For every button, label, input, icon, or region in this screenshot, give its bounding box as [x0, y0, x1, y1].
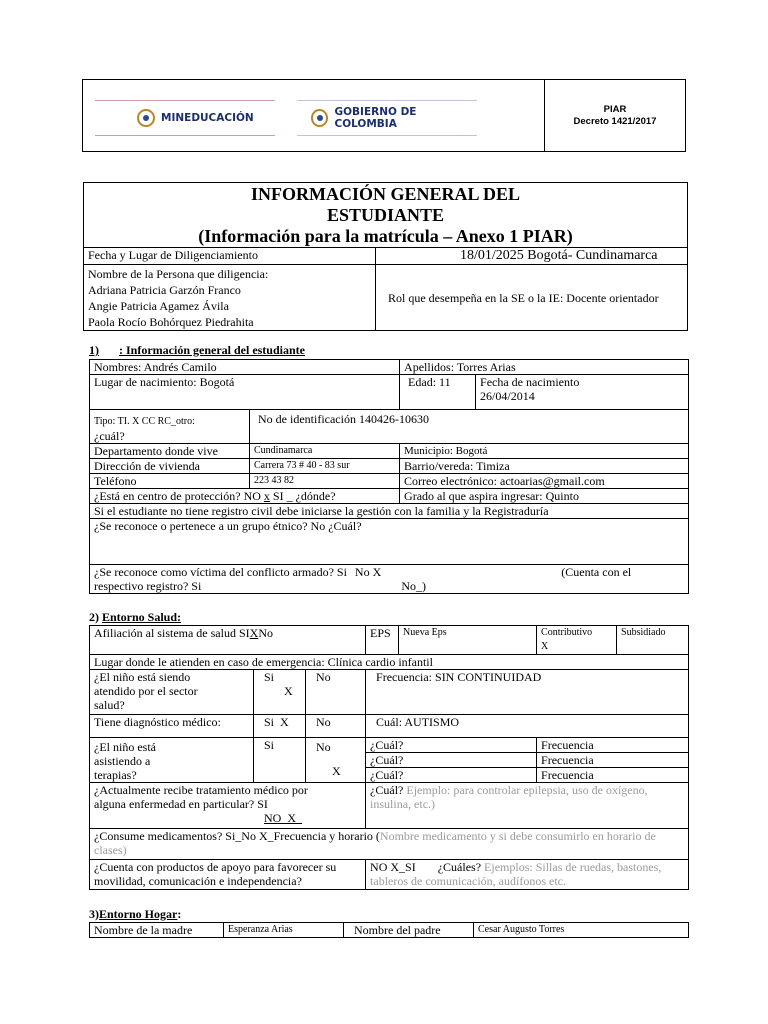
atendido-no: No [306, 670, 366, 715]
fecha-nac-cell: Fecha de nacimiento 26/04/2014 [476, 375, 689, 410]
persona-cell: Nombre de la Persona que diligencia: Adriana Patricia Garzón Franco Angie Patricia Agamez Ávila Paola Rocío Bohórquez Piedrahita [84, 265, 376, 331]
padre-label: Nombre del padre [344, 923, 474, 938]
terapia-frec-2: Frecuencia [537, 753, 689, 768]
terapia-cual-2: ¿Cuál? [366, 753, 537, 768]
victima-cell: ¿Se reconoce como víctima del conflicto armado? Si No X (Cuenta con el respectivo registro? Si No_) [90, 565, 689, 594]
gobierno-logo [297, 100, 477, 136]
eps-value: Nueva Eps [399, 626, 537, 655]
emergencia-cell: Lugar donde le atienden en caso de emergencia: Clínica cardio infantil [90, 655, 689, 670]
municipio-cell: Municipio: Bogotá [400, 444, 689, 459]
subsidiado-cell: Subsidiado [617, 626, 689, 655]
terapias-si: Si [254, 738, 306, 783]
eps-label: EPS [366, 626, 399, 655]
header-logo-box [82, 79, 686, 152]
terapias-no: No X [306, 738, 366, 783]
atendido-si: Si X [254, 670, 306, 715]
medicamentos-cell: ¿Consume medicamentos? Si_No X_Frecuencia y horario (Nombre medicamento y si debe consumirlo en horario de clases) [90, 829, 689, 860]
tel-label: Teléfono [90, 474, 250, 489]
diagnostico-cual: Cuál: AUTISMO [366, 715, 689, 738]
contributivo-cell: Contributivo X [537, 626, 617, 655]
registro-cell: Si el estudiante no tiene registro civil debe iniciarse la gestión con la familia y la Registraduría [90, 504, 689, 519]
section3-table [89, 922, 688, 938]
tratamiento-cell: ¿Actualmente recibe tratamiento médico por alguna enfermedad en particular? SI NO_X_ [90, 783, 366, 829]
padre-value: Cesar Augusto Torres [474, 923, 689, 938]
atendido-cell: ¿El niño está siendo atendido por el sector salud? [90, 670, 254, 715]
tel-value: 223 43 82 [250, 474, 400, 489]
decreto-text: Decreto 1421/2017 [573, 115, 657, 127]
no-ident-cell: No de identificación 140426-10630 [250, 410, 689, 444]
edad-cell: Edad: 11 [400, 375, 476, 410]
section1-table [89, 359, 688, 594]
rol-value: Rol que desempeña en la SE o la IE: Docente orientador [376, 265, 688, 331]
section3-heading: 3)Entorno Hogar: [89, 907, 182, 921]
tipo-cell: Tipo: TI. X CC RC_otro: ¿cuál? [90, 410, 250, 444]
fecha-label: Fecha y Lugar de Diligenciamiento [84, 248, 376, 265]
dir-label: Dirección de vivienda [90, 459, 250, 474]
section2-heading: 2) Entorno Salud: [89, 610, 182, 624]
proteccion-cell: ¿Está en centro de protección? NO x SI _ ¿dónde? [90, 489, 400, 504]
etnico-cell: ¿Se reconoce o pertenece a un grupo étnico? No ¿Cuál? [90, 519, 689, 565]
terapias-cell: ¿El niño está asistiendo a terapias? [90, 738, 254, 783]
depto-label: Departamento donde vive [90, 444, 250, 459]
frecuencia-atendido: Frecuencia: SIN CONTINUIDAD [366, 670, 689, 715]
tratamiento-cual: ¿Cuál? Ejemplo: para controlar epilepsia, uso de oxígeno, insulina, etc.) [366, 783, 689, 829]
logo-text-gobierno: GOBIERNO DE COLOMBIA [334, 106, 417, 130]
barrio-cell: Barrio/vereda: Timiza [400, 459, 689, 474]
diagnostico-no: No [306, 715, 366, 738]
piar-title: PIAR [603, 103, 627, 115]
apellidos-cell: Apellidos: Torres Arias [400, 360, 689, 375]
depto-value: Cundinamarca [250, 444, 400, 459]
section2-table [89, 625, 688, 890]
apoyo-cuales: NO X_SI ¿Cuáles? Ejemplos: Sillas de ruedas, bastones, tableros de comunicación, audífonos etc. [366, 860, 689, 890]
apoyo-cell: ¿Cuenta con productos de apoyo para favorecer su movilidad, comunicación e independencia? [90, 860, 366, 890]
terapia-cual-3: ¿Cuál? [366, 768, 537, 783]
diagnostico-si: Si X [254, 715, 306, 738]
piar-label [545, 80, 685, 151]
fecha-value: 18/01/2025 Bogotá- Cundinamarca [376, 248, 688, 265]
lugar-nac-cell: Lugar de nacimiento: Bogotá [90, 375, 400, 410]
nombres-cell: Nombres: Andrés Camilo [90, 360, 400, 375]
mineducacion-logo [95, 100, 275, 136]
madre-label: Nombre de la madre [90, 923, 224, 938]
grado-cell: Grado al que aspira ingresar: Quinto [400, 489, 689, 504]
section1-heading: 1) : Información general del estudiante [89, 343, 305, 357]
correo-cell: Correo electrónico: actoarias@gmail.com [400, 474, 689, 489]
form-title: INFORMACIÓN GENERAL DEL ESTUDIANTE (Información para la matrícula – Anexo 1 PIAR) [84, 183, 688, 248]
diagnostico-label: Tiene diagnóstico médico: [90, 715, 254, 738]
madre-value: Esperanza Arias [224, 923, 344, 938]
dir-value: Carrera 73 # 40 - 83 sur [250, 459, 400, 474]
terapia-frec-3: Frecuencia [537, 768, 689, 783]
afiliacion-cell: Afiliación al sistema de salud SIXNo [90, 626, 366, 655]
logo-text-mineducacion: MINEDUCACIÓN [161, 112, 254, 124]
colombia-seal-icon [137, 109, 155, 127]
general-info-table [83, 182, 688, 331]
terapia-cual-1: ¿Cuál? [366, 738, 537, 753]
terapia-frec-1: Frecuencia [537, 738, 689, 753]
colombia-seal-icon [311, 109, 328, 127]
